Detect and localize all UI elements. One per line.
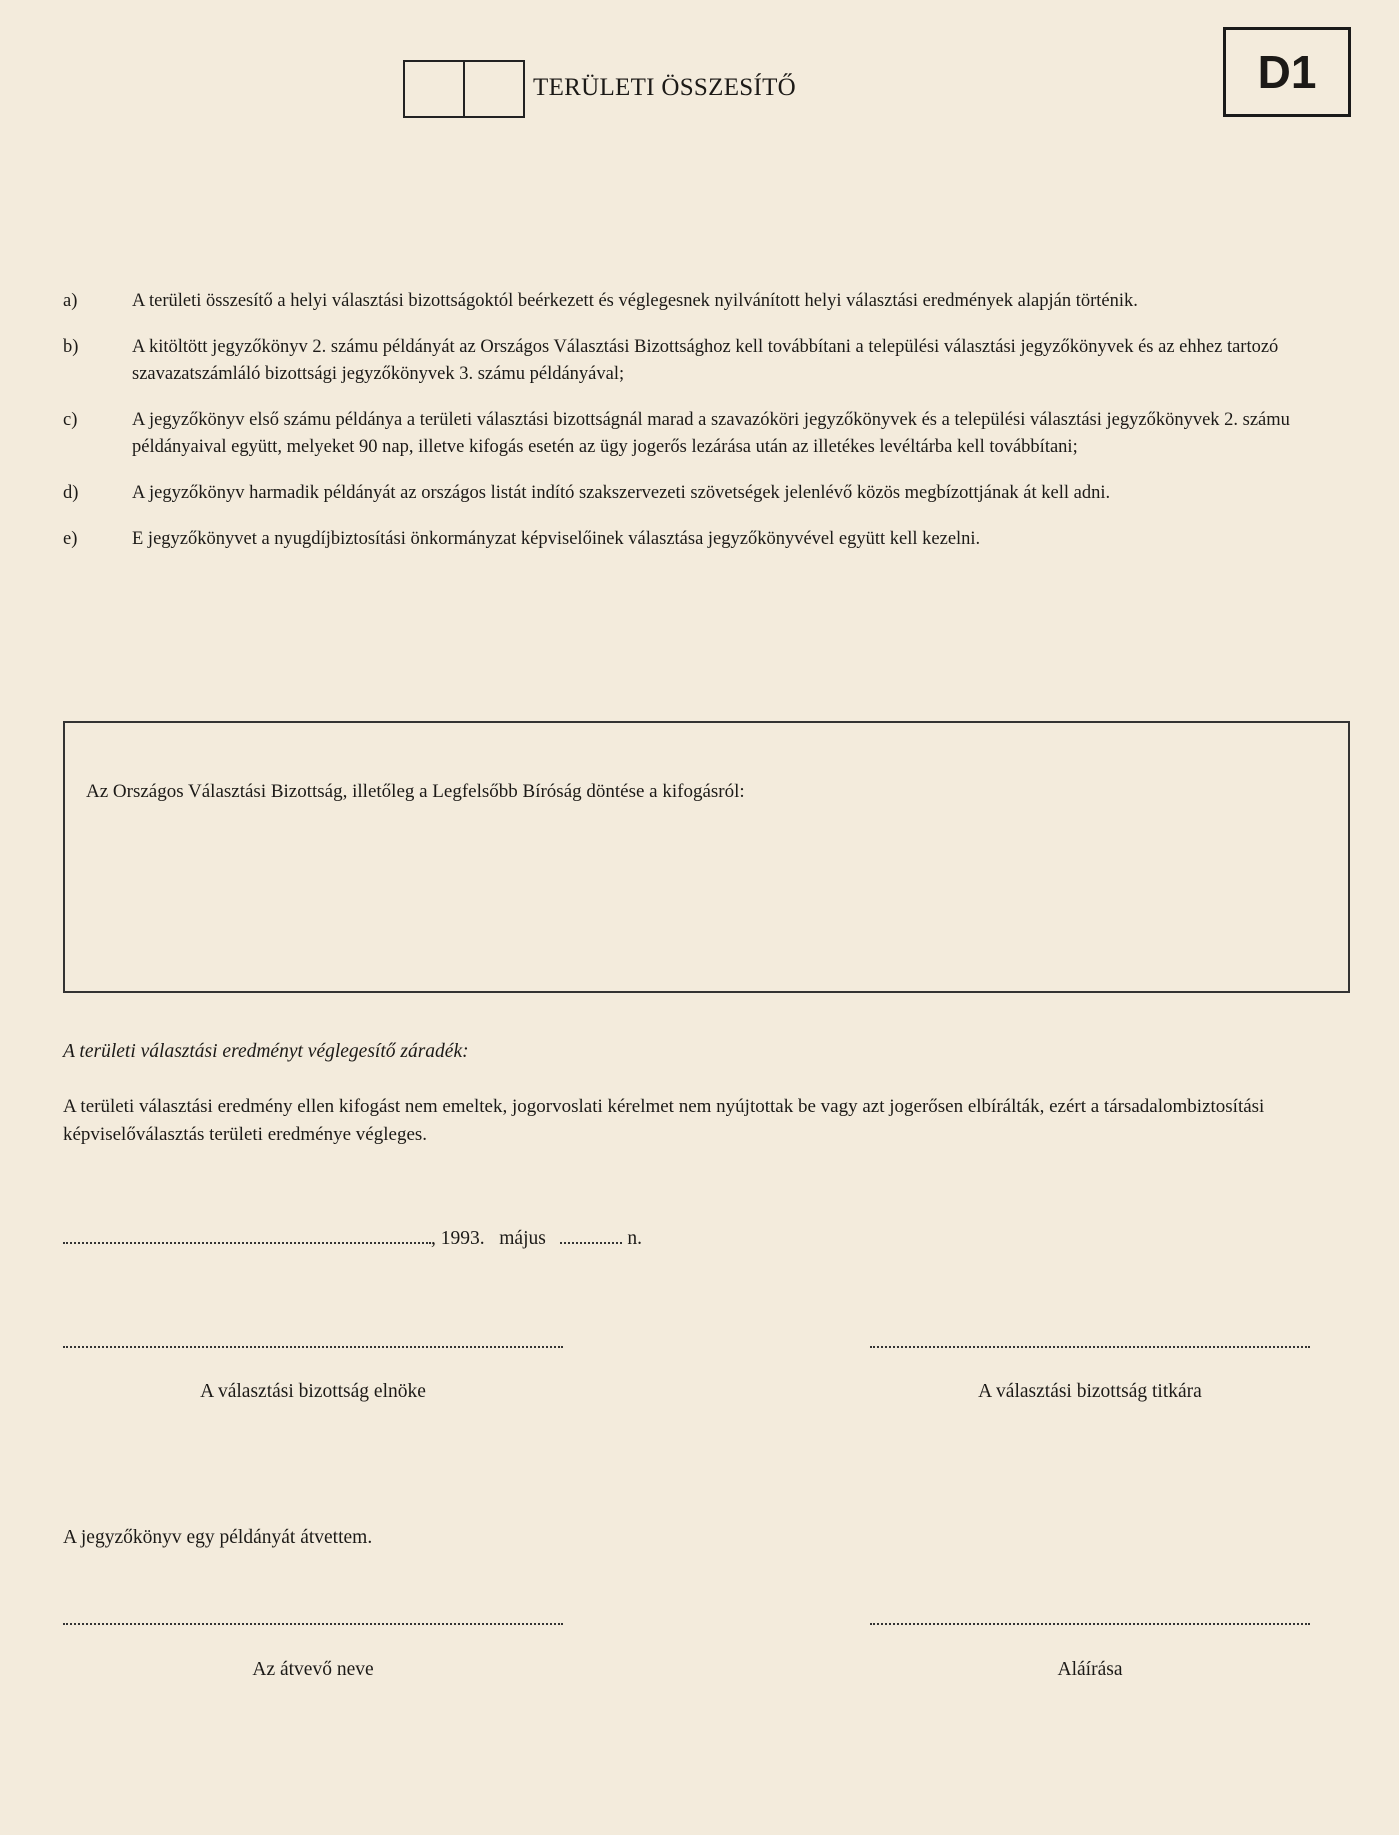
list-item-text: A jegyzőkönyv első számu példánya a területi választási bizottságnál marad a szavazóköri jegyzőkönyvek és a települési választási jegyzőkönyvek 2. számu példányaival együtt, melyeket 90 nap, illetve kifogás esetén az ügy jogerős lezárása után az illetékes levéltárba kell továbbítani;	[132, 410, 1290, 457]
recipient-name-label: Az átvevő neve	[252, 1659, 374, 1680]
code-box-cell-1	[405, 62, 463, 116]
list-item	[63, 288, 1308, 315]
date-year: , 1993.	[431, 1228, 485, 1249]
list-item	[63, 334, 1308, 388]
list-item-text: A kitöltött jegyzőkönyv 2. számu példányát az Országos Választási Bizottsághoz kell továbbítani a települési választási jegyzőkönyvek és az ehhez tartozó szavazatszámláló bizottsági jegyzőkönyvek 3. számu példányával;	[132, 337, 1279, 384]
list-item-text: E jegyzőkönyvet a nyugdíjbiztosítási önkormányzat képviselőinek választása jegyzőkönyvével együtt kell kezelni.	[132, 529, 981, 549]
list-item-label: e)	[63, 529, 78, 549]
receipt-statement: A jegyzőkönyv egy példányát átvettem.	[63, 1527, 373, 1548]
instruction-list	[63, 288, 1308, 572]
day-field[interactable]	[560, 1226, 622, 1244]
recipient-signature-line[interactable]	[870, 1623, 1310, 1625]
clause-text: A területi választási eredmény ellen kifogást nem emeltek, jogorvoslati kérelmet nem nyújtottak be vagy azt jogerősen elbírálták, ezért a társadalombiztosítási képviselőválasztás területi eredménye végleges.	[63, 1096, 1265, 1145]
chair-signature-line[interactable]	[63, 1346, 563, 1348]
objection-decision-label: Az Országos Választási Bizottság, illetőleg a Legfelsőbb Bíróság döntése a kifogásról:	[86, 781, 745, 802]
list-item-text: A területi összesítő a helyi választási bizottságoktól beérkezett és véglegesnek nyilvánított helyi választási eredmények alapján történik.	[132, 291, 1138, 311]
list-item-label: a)	[63, 291, 78, 311]
recipient-name-line[interactable]	[63, 1623, 563, 1625]
date-month: május	[499, 1228, 546, 1249]
list-item-label: d)	[63, 483, 79, 503]
date-line	[63, 1226, 642, 1250]
recipient-signature-label: Aláírása	[1057, 1659, 1123, 1680]
code-box-cell-2	[463, 62, 523, 116]
list-item	[63, 407, 1308, 461]
date-suffix: n.	[627, 1228, 642, 1249]
document-title: TERÜLETI ÖSSZESÍTŐ	[533, 74, 797, 101]
secretary-signature-label: A választási bizottság titkára	[978, 1381, 1202, 1402]
objection-decision-box[interactable]	[63, 721, 1350, 993]
place-field[interactable]	[63, 1226, 431, 1244]
list-item-text: A jegyzőkönyv harmadik példányát az országos listát indító szakszervezeti szövetségek jelenlévő közös megbízottjának át kell adni.	[132, 483, 1111, 503]
list-item	[63, 480, 1308, 507]
list-item	[63, 526, 1308, 553]
secretary-signature-line[interactable]	[870, 1346, 1310, 1348]
list-item-label: c)	[63, 410, 78, 430]
form-code-badge: D1	[1223, 27, 1351, 117]
chair-signature-label: A választási bizottság elnöke	[200, 1381, 426, 1402]
list-item-label: b)	[63, 337, 79, 357]
header-code-boxes	[403, 60, 525, 118]
clause-title: A területi választási eredményt véglegesítő záradék:	[63, 1041, 469, 1062]
